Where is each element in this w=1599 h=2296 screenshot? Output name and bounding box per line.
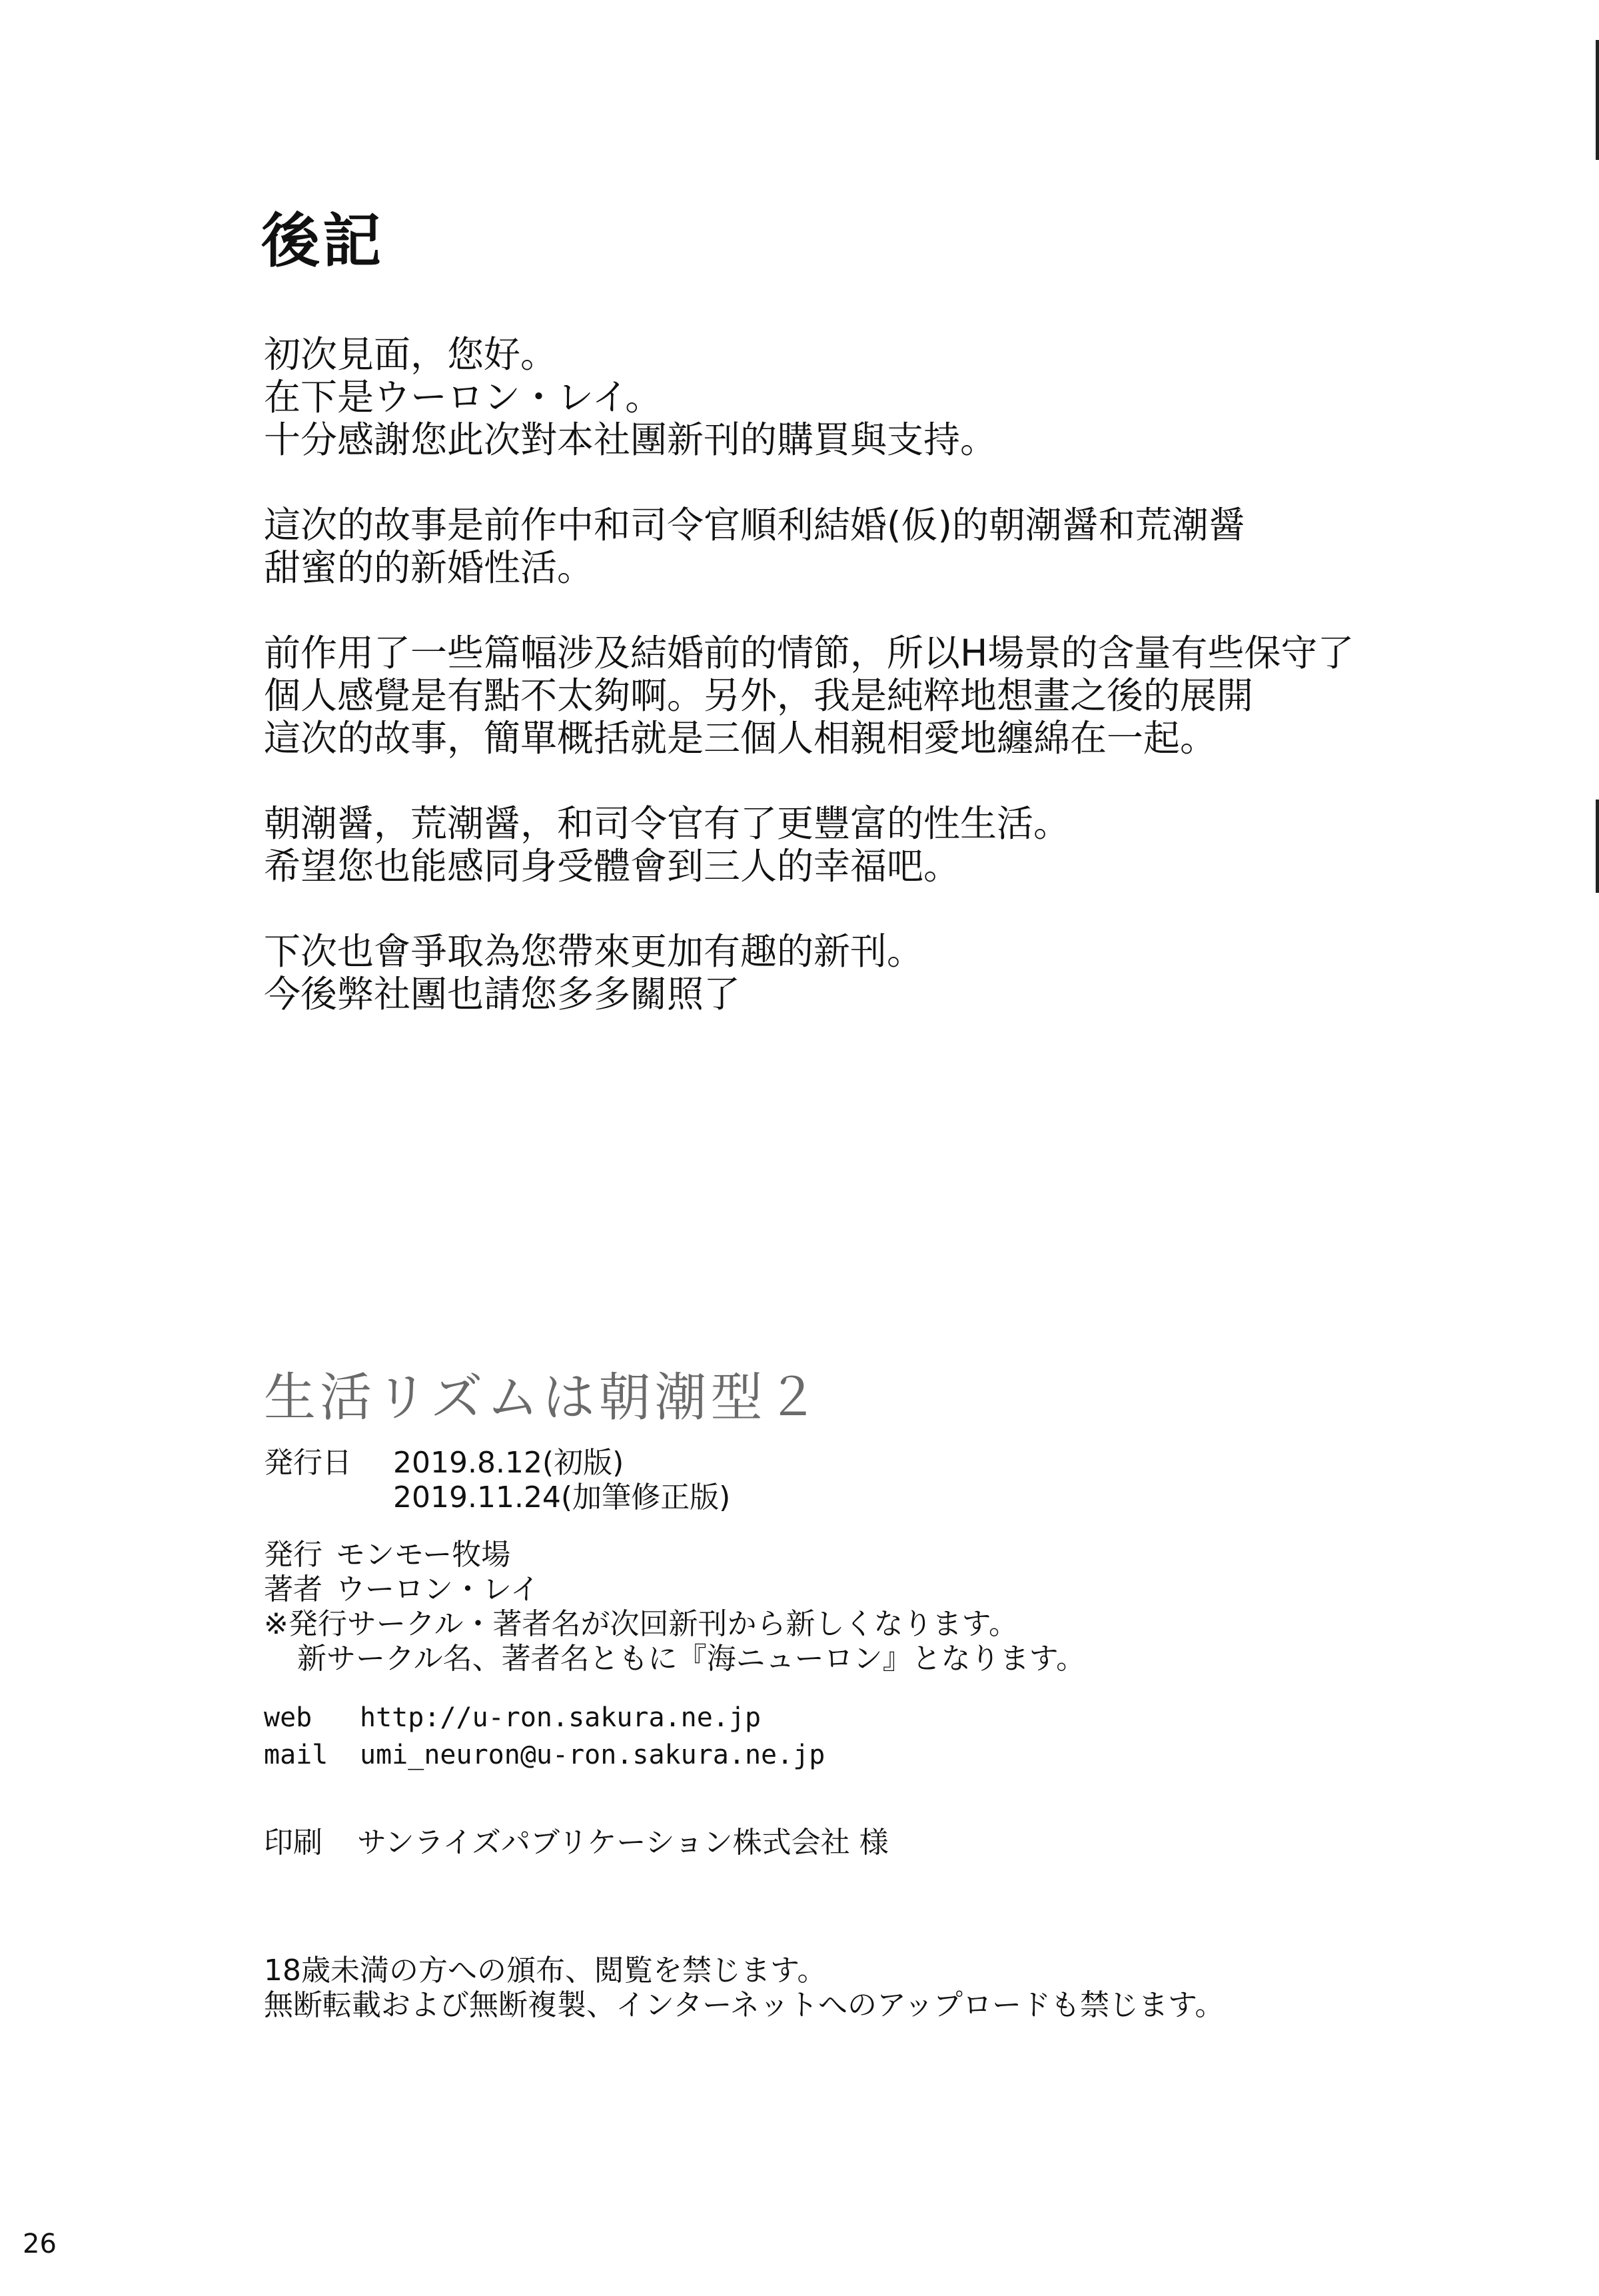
mail-label: mail bbox=[264, 1740, 328, 1770]
afterword-paragraph-greeting bbox=[264, 333, 1463, 461]
web-url[interactable]: http://u-ron.sakura.ne.jp bbox=[360, 1702, 762, 1733]
afterword-paragraph-previous-work bbox=[264, 632, 1463, 760]
issue-date-label: 発行日 bbox=[264, 1446, 352, 1480]
mail-address[interactable]: umi_neuron@u-ron.sakura.ne.jp bbox=[360, 1740, 825, 1770]
printer-label: 印刷 bbox=[264, 1826, 322, 1860]
legal-notice-reproduction: 無断転載および無断複製、インターネットへのアップロードも禁じます。 bbox=[264, 1988, 1225, 2022]
afterword-line: 今後弊社團也請您多多關照了 bbox=[264, 973, 741, 1015]
publisher-label: 発行 bbox=[264, 1538, 322, 1572]
afterword-paragraph-story bbox=[264, 504, 1463, 589]
afterword-line: 個人感覺是有點不太夠啊。另外，我是純粹地想畫之後的展開 bbox=[264, 674, 1254, 717]
author-label: 著者 bbox=[264, 1572, 322, 1606]
circle-rename-note-detail: 新サークル名、著者名ともに『海ニューロン』となります。 bbox=[297, 1642, 1086, 1676]
issue-date-first-edition: 2019.8.12(初版) bbox=[393, 1446, 624, 1480]
printer-info bbox=[264, 1826, 889, 1860]
afterword-line: 初次見面，您好。 bbox=[264, 333, 558, 376]
legal-notice bbox=[264, 1954, 1224, 2023]
legal-notice-age: 18歳未満の方への頒布、閲覧を禁じます。 bbox=[264, 1954, 827, 1988]
afterword-line: 朝潮醤，荒潮醤，和司令官有了更豐富的性生活。 bbox=[264, 802, 1071, 845]
afterword-body bbox=[264, 333, 1463, 1058]
afterword-line: 這次的故事，簡單概括就是三個人相親相愛地纏綿在一起。 bbox=[264, 717, 1217, 760]
issue-dates bbox=[264, 1446, 730, 1515]
afterword-line: 十分感謝您此次對本社團新刊的購買與支持。 bbox=[264, 418, 997, 461]
credits bbox=[264, 1538, 1085, 1676]
book-title: 生活リズムは朝潮型２ bbox=[264, 1368, 823, 1428]
afterword-line: 甜蜜的的新婚性活。 bbox=[264, 546, 594, 589]
issue-date-revised-edition: 2019.11.24(加筆修正版) bbox=[393, 1480, 731, 1514]
afterword-line: 這次的故事是前作中和司令官順利結婚(仮)的朝潮醤和荒潮醤 bbox=[264, 504, 1245, 546]
printer-name: サンライズパブリケーション株式会社 様 bbox=[357, 1826, 889, 1860]
publisher-name: モンモー牧場 bbox=[336, 1538, 511, 1572]
circle-rename-note: ※発行サークル・著者名が次回新刊から新しくなります。 bbox=[264, 1607, 1019, 1641]
scan-edge-mark-top bbox=[1596, 40, 1599, 160]
afterword-line: 希望您也能感同身受體會到三人的幸福吧。 bbox=[264, 845, 961, 887]
scan-edge-mark-middle bbox=[1596, 800, 1599, 893]
author-name: ウーロン・レイ bbox=[336, 1572, 540, 1606]
afterword-title: 後記 bbox=[261, 207, 384, 275]
afterword-line: 在下是ウーロン・レイ。 bbox=[264, 376, 662, 418]
page-number: 26 bbox=[23, 2229, 57, 2259]
afterword-line: 前作用了一些篇幅涉及結婚前的情節，所以H場景的含量有些保守了 bbox=[264, 632, 1354, 674]
web-label: web bbox=[264, 1702, 312, 1733]
afterword-paragraph-wishes bbox=[264, 802, 1463, 887]
afterword-line: 下次也會爭取為您帶來更加有趣的新刊。 bbox=[264, 930, 924, 973]
contact-info bbox=[264, 1699, 825, 1774]
afterword-paragraph-closing bbox=[264, 930, 1463, 1015]
